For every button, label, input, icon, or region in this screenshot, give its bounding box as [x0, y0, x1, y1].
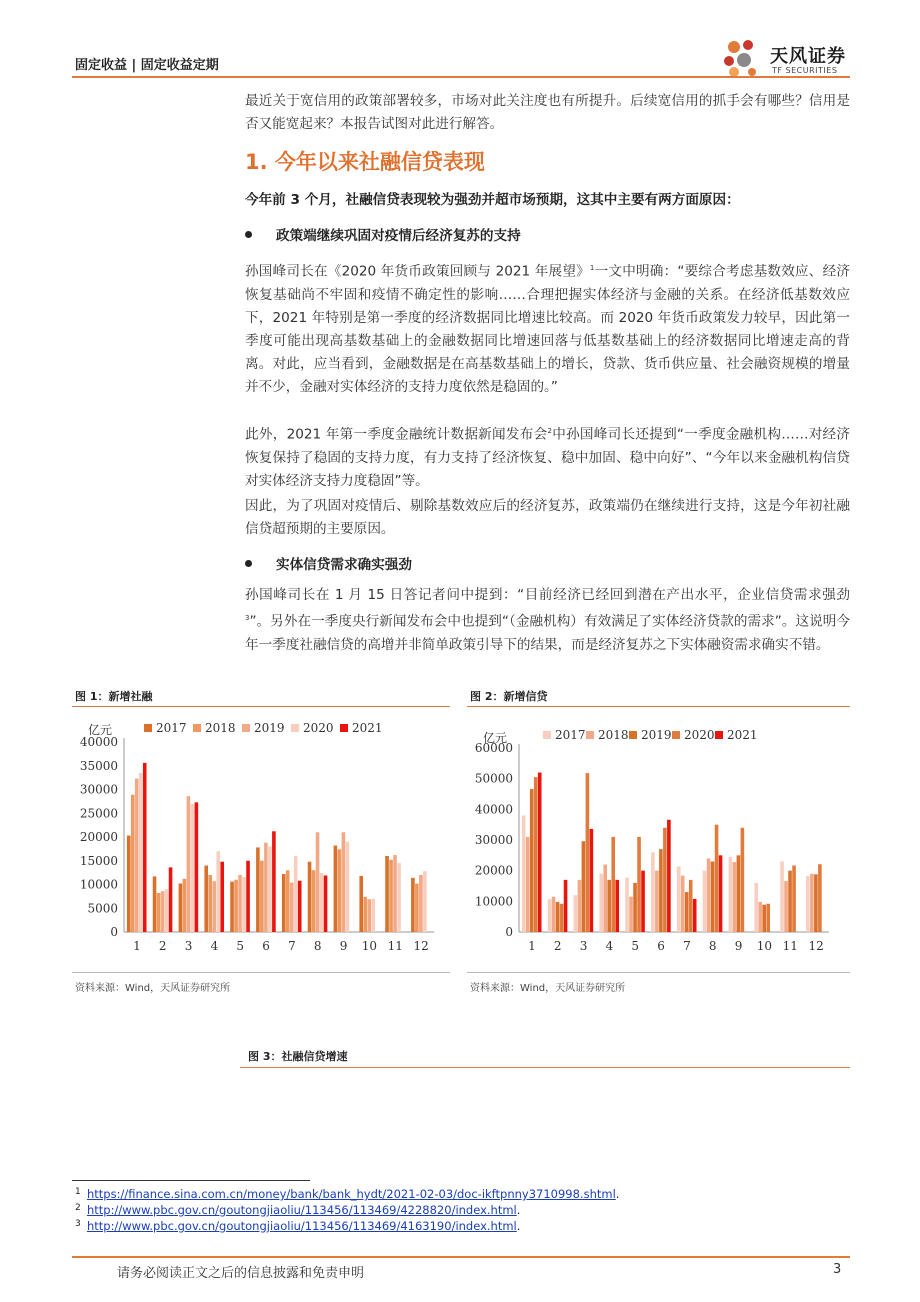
- y-tick-label: 20000: [474, 863, 513, 878]
- intro-paragraph: 最近关于宽信用的政策部署较多，市场对此关注度也有所提升。后续宽信用的抓手会有哪些？信用是否又能宽起来？本报告试图对此进行解答。: [245, 93, 850, 132]
- bar-2020-m9: [346, 842, 350, 932]
- bar-2021-m5: [641, 871, 645, 932]
- bar-2019-m12: [814, 874, 818, 932]
- bar-2017-m4: [204, 866, 208, 933]
- bar-2017-m11: [385, 856, 389, 932]
- footnote-2-number: 2: [75, 1203, 81, 1213]
- bar-2018-m6: [655, 871, 659, 932]
- y-tick-label: 40000: [79, 735, 118, 749]
- paragraph-4-part-a: 孙国峰司长在 1 月 15 日答记者问中提到：“目前经济已经回到潜在产出水平，企业信贷需求强劲: [245, 587, 850, 603]
- bar-2019-m5: [633, 883, 637, 932]
- chart-new-loans: [467, 708, 850, 970]
- bar-2018-m11: [784, 881, 788, 932]
- y-tick-label: 10000: [79, 877, 118, 892]
- x-tick-label: 10: [361, 939, 378, 953]
- footnote-1-number: 1: [75, 1187, 81, 1197]
- paragraph-2-part-a: 此外，2021 年第一季度金融统计数据新闻发布会: [245, 426, 548, 443]
- bullet-dot: [245, 231, 252, 238]
- section-lead: 今年前 3 个月，社融信贷表现较为强劲并超市场预期，这其中主要有两方面原因：: [245, 192, 740, 208]
- x-tick-label: 12: [808, 939, 824, 953]
- bar-2021-m4: [220, 862, 224, 932]
- legend-swatch-2018: [586, 731, 594, 739]
- bar-2021-m7: [693, 899, 697, 932]
- y-tick-label: 25000: [79, 806, 118, 821]
- figure-2-bottom-rule: [467, 972, 850, 973]
- figure-1-source: 资料来源：Wind，天风证券研究所: [75, 983, 231, 994]
- x-tick-label: 1: [528, 939, 536, 953]
- bar-2019-m3: [582, 841, 586, 932]
- bar-2021-m4: [615, 880, 619, 932]
- paragraph-2: [245, 420, 850, 493]
- bar-2019-m10: [367, 899, 371, 932]
- bar-2017-m6: [256, 847, 260, 932]
- section-title: 1. 今年以来社融信贷表现: [245, 150, 485, 174]
- legend-swatch-2019: [242, 724, 250, 732]
- logo-text-cn: 天风证券: [770, 46, 846, 67]
- chart-new-social-financing: [72, 708, 450, 970]
- x-tick-label: 5: [236, 939, 245, 953]
- bar-2020-m5: [242, 877, 246, 932]
- paragraph-4-part-b: ”。另外在一季度央行新闻发布会中也提到“（金融机构）有效满足了实体经济贷款的需求”。这说明今年一季度社融信贷的高增并非简单政策引导下的结果，而是经济复苏之下实体融资需求确实不错。: [245, 613, 850, 653]
- bar-2020-m9: [741, 828, 745, 932]
- bar-2019-m3: [187, 796, 191, 932]
- figure-2-title: 图 2：新增信贷: [470, 690, 548, 703]
- footnote-2: 2 http://www.pbc.gov.cn/goutongjiaoliu/113456/113469/4228820/index.html.: [75, 1203, 521, 1217]
- bar-2019-m4: [212, 881, 216, 932]
- y-tick-label: 30000: [79, 782, 118, 797]
- bar-2018-m4: [208, 875, 212, 932]
- bar-2021-m8: [324, 875, 328, 932]
- paragraph-2-part-b: 中孙国峰司长还提到“一季度金融机构……对经济恢复保持了稳固的支持力度，有力支持了经济恢复、稳中加固、稳中向好”、“今年以来金融机构信贷对实体经济支持力度稳固”等。: [245, 426, 851, 489]
- bar-2019-m6: [659, 849, 663, 932]
- bar-2018-m2: [552, 897, 556, 932]
- bar-2017-m11: [780, 861, 784, 932]
- bar-2019-m1: [135, 779, 139, 932]
- footnote-1-link[interactable]: https://finance.sina.com.cn/money/bank/bank_hydt/2021-02-03/doc-ikftpnny3710998.shtml: [87, 1187, 616, 1201]
- bar-2017-m2: [548, 899, 552, 932]
- bar-2021-m6: [667, 820, 671, 932]
- bar-2018-m12: [810, 874, 814, 932]
- x-tick-label: 3: [579, 939, 588, 953]
- legend-swatch-2021: [715, 731, 723, 739]
- x-tick-label: 4: [210, 939, 219, 953]
- bar-2020-m1: [139, 773, 143, 932]
- bar-2019-m8: [711, 861, 715, 932]
- bar-2018-m7: [286, 870, 290, 932]
- bar-2019-m4: [607, 880, 611, 932]
- bar-2020-m11: [792, 865, 796, 932]
- bar-2017-m5: [625, 878, 629, 932]
- header-section-label: 固定收益 | 固定收益定期: [75, 58, 219, 73]
- bullet-policy-text: 政策端继续巩固对疫情后经济复苏的支持: [276, 228, 521, 244]
- y-axis-unit: 亿元: [483, 731, 508, 745]
- legend-label-2021: 2021: [727, 728, 758, 742]
- bar-2018-m8: [312, 870, 316, 932]
- bar-2019-m2: [161, 891, 165, 932]
- bar-2018-m9: [733, 862, 737, 932]
- footnote-3-number: 3: [75, 1219, 81, 1229]
- bar-2020-m2: [165, 889, 169, 932]
- bar-2020-m3: [586, 773, 590, 932]
- paragraph-1-part-b: 一文中明确：“要综合考虑基数效应、经济恢复基础尚不牢固和疫情不确定性的影响……合理把握实体经济与金融的关系。在经济低基数效应下，2021 年特别是第一季度的经济数据同比增速比较高。而 2020 年货币政策发力较早，因此第一季度可能出现高基数基础上的金融数据同比增速回落与低基数基础上的经济数据同比增速走高的背离。对此，应当看到，金融数据是在高基数基础上的增长，贷款、货币供应量、社会融资规模的增量并不少，金融对实体经济的支持力度依然是稳固的。”: [245, 263, 850, 395]
- bar-2018-m5: [629, 897, 633, 932]
- bar-2018-m10: [363, 897, 367, 932]
- bar-2017-m7: [677, 866, 681, 932]
- bar-2017-m8: [703, 871, 707, 932]
- x-tick-label: 8: [313, 939, 322, 953]
- bar-2020-m8: [715, 825, 719, 932]
- legend-label-2019: 2019: [254, 721, 285, 735]
- bar-2018-m12: [415, 884, 419, 932]
- bar-2017-m10: [359, 876, 363, 932]
- bar-2017-m12: [806, 876, 810, 932]
- y-tick-label: 15000: [79, 853, 118, 868]
- y-tick-label: 0: [505, 925, 513, 939]
- legend-swatch-2020: [291, 724, 299, 732]
- figure-2-top-rule: [467, 706, 850, 707]
- paragraph-1-part-a: 孙国峰司长在《2020 年货币政策回顾与 2021 年展望》: [245, 263, 590, 280]
- bar-2017-m9: [334, 846, 338, 932]
- bar-2017-m10: [754, 883, 758, 932]
- bar-2017-m6: [651, 852, 655, 932]
- bar-2021-m1: [143, 763, 147, 932]
- bar-2018-m8: [707, 858, 711, 932]
- x-tick-label: 12: [413, 939, 429, 953]
- bar-2017-m5: [230, 882, 234, 932]
- bar-2020-m6: [663, 828, 667, 932]
- bar-2020-m2: [560, 904, 564, 932]
- legend-label-2020: 2020: [684, 728, 715, 742]
- footnote-3: 3 http://www.pbc.gov.cn/goutongjiaoliu/113456/113469/4163190/index.html.: [75, 1219, 521, 1233]
- x-tick-label: 8: [708, 939, 717, 953]
- y-tick-label: 0: [110, 925, 118, 939]
- bar-2020-m11: [397, 863, 401, 932]
- y-tick-label: 5000: [87, 901, 118, 916]
- figure-1-title: 图 1：新增社融: [75, 690, 153, 703]
- bar-2019-m2: [556, 902, 560, 932]
- legend-swatch-2017: [144, 724, 152, 732]
- x-tick-label: 5: [631, 939, 640, 953]
- legend-swatch-2019: [629, 731, 637, 739]
- footnote-2-link[interactable]: http://www.pbc.gov.cn/goutongjiaoliu/113456/113469/4228820/index.html: [87, 1203, 517, 1217]
- footer-rule: [72, 1256, 850, 1258]
- bullet-demand-text: 实体信贷需求确实强劲: [276, 557, 412, 573]
- header-rule: [72, 76, 850, 78]
- bar-2018-m2: [157, 893, 161, 932]
- x-tick-label: 9: [339, 939, 348, 953]
- bar-2018-m9: [338, 849, 342, 932]
- bar-2017-m7: [282, 874, 286, 932]
- y-axis-unit: 亿元: [88, 723, 113, 737]
- bar-2021-m1: [538, 773, 542, 932]
- figure-1-bottom-rule: [72, 972, 450, 973]
- bar-2017-m1: [522, 815, 526, 932]
- bar-2017-m3: [574, 895, 578, 932]
- bar-2019-m12: [419, 875, 423, 932]
- bar-2020-m5: [637, 837, 641, 932]
- bar-2018-m1: [131, 795, 135, 932]
- x-tick-label: 3: [184, 939, 193, 953]
- footnote-ref-3[interactable]: 3: [245, 614, 250, 622]
- legend-swatch-2018: [193, 724, 201, 732]
- bar-2019-m10: [762, 905, 766, 932]
- bar-2018-m11: [389, 860, 393, 932]
- paragraph-4: [245, 584, 850, 657]
- bullet-demand: [245, 553, 412, 573]
- footer-disclaimer: 请务必阅读正文之后的信息披露和免责申明: [117, 1266, 365, 1281]
- bar-2018-m3: [578, 880, 582, 932]
- bar-2019-m7: [290, 883, 294, 932]
- bar-2021-m5: [246, 861, 250, 932]
- x-tick-label: 9: [734, 939, 743, 953]
- bar-2020-m8: [320, 873, 324, 932]
- figure-2-source: 资料来源：Wind，天风证券研究所: [470, 983, 626, 994]
- y-tick-label: 30000: [474, 833, 513, 847]
- footnote-3-link[interactable]: http://www.pbc.gov.cn/goutongjiaoliu/113456/113469/4163190/index.html: [87, 1219, 517, 1233]
- x-tick-label: 10: [756, 939, 773, 953]
- bar-2018-m6: [260, 861, 264, 932]
- x-tick-label: 7: [288, 939, 296, 953]
- bar-2018-m7: [681, 876, 685, 932]
- bar-2021-m3: [590, 829, 594, 932]
- bar-2020-m1: [534, 777, 538, 932]
- bar-2021-m8: [719, 855, 723, 932]
- legend-label-2018: 2018: [598, 728, 629, 742]
- footnote-ref-2[interactable]: 2: [547, 427, 552, 435]
- bar-2017-m2: [153, 876, 157, 932]
- bar-2021-m2: [169, 867, 173, 932]
- bar-2021-m2: [564, 880, 568, 932]
- bar-2020-m12: [818, 864, 822, 932]
- bar-2019-m8: [316, 832, 320, 932]
- bar-2020-m3: [191, 804, 195, 932]
- x-tick-label: 1: [133, 939, 141, 953]
- footnote-rule: [72, 1180, 310, 1181]
- y-tick-label: 35000: [79, 758, 118, 773]
- bar-2019-m6: [264, 843, 268, 932]
- bar-2018-m4: [603, 865, 607, 932]
- bar-2019-m9: [342, 832, 346, 932]
- bar-2020-m6: [268, 847, 272, 933]
- bar-2019-m7: [685, 892, 689, 932]
- figure-1-top-rule: [72, 706, 450, 707]
- x-tick-label: 11: [782, 939, 798, 953]
- x-tick-label: 7: [683, 939, 691, 953]
- bar-2020-m10: [766, 904, 770, 932]
- x-tick-label: 11: [387, 939, 403, 953]
- bar-2017-m8: [308, 862, 312, 932]
- paragraph-1: [245, 257, 850, 399]
- bar-2019-m1: [530, 789, 534, 932]
- y-tick-label: 10000: [474, 894, 513, 909]
- bar-2019-m11: [393, 855, 397, 932]
- bar-2020-m10: [371, 899, 375, 932]
- footnote-1: 1 https://finance.sina.com.cn/money/bank/bank_hydt/2021-02-03/doc-ikftpnny3710998.shtml.: [75, 1187, 620, 1201]
- paragraph-3: 因此，为了巩固对疫情后、剔除基数效应后的经济复苏，政策端仍在继续进行支持，这是今年初社融信贷超预期的主要原因。: [245, 498, 850, 537]
- bar-2020-m4: [611, 837, 615, 932]
- legend-label-2017: 2017: [156, 721, 187, 735]
- footnote-ref-1[interactable]: 1: [589, 264, 595, 272]
- bar-2017-m12: [411, 878, 415, 932]
- bar-2020-m7: [689, 880, 693, 932]
- bar-2017-m1: [127, 836, 131, 932]
- legend-label-2021: 2021: [352, 721, 383, 735]
- bar-2021-m3: [195, 802, 199, 932]
- y-tick-label: 20000: [79, 830, 118, 844]
- legend-label-2018: 2018: [205, 721, 236, 735]
- x-tick-label: 6: [262, 939, 270, 953]
- bullet-dot: [245, 560, 252, 567]
- bar-2018-m1: [526, 837, 530, 932]
- y-tick-label: 60000: [474, 741, 513, 755]
- bar-2017-m3: [179, 884, 183, 932]
- bar-2018-m3: [183, 879, 187, 932]
- bar-2021-m7: [298, 881, 302, 932]
- bar-2018-m10: [758, 902, 762, 932]
- figure-3-title: 图 3：社融信贷增速: [248, 1050, 348, 1063]
- legend-swatch-2021: [340, 724, 348, 732]
- bar-2019-m9: [737, 855, 741, 932]
- figure-3-top-rule: [240, 1067, 850, 1068]
- legend-label-2019: 2019: [641, 728, 672, 742]
- bar-2019-m5: [238, 875, 242, 932]
- bar-2020-m12: [423, 871, 427, 932]
- x-tick-label: 2: [158, 939, 167, 953]
- bar-2020-m4: [216, 851, 220, 932]
- bar-2021-m6: [272, 831, 276, 932]
- bar-2017-m9: [729, 857, 733, 932]
- legend-swatch-2017: [543, 731, 551, 739]
- bar-2020-m7: [294, 856, 298, 932]
- bar-2018-m5: [234, 880, 238, 932]
- y-tick-label: 40000: [474, 802, 513, 817]
- x-tick-label: 4: [605, 939, 614, 953]
- logo-text-en: TF SECURITIES: [772, 66, 838, 75]
- y-tick-label: 50000: [474, 771, 513, 786]
- x-tick-label: 2: [553, 939, 562, 953]
- page-number: 3: [833, 1262, 842, 1277]
- bar-2017-m4: [599, 874, 603, 932]
- legend-label-2020: 2020: [303, 721, 334, 735]
- bar-2019-m11: [788, 871, 792, 932]
- x-tick-label: 6: [657, 939, 665, 953]
- legend-label-2017: 2017: [555, 728, 586, 742]
- bullet-policy: [245, 224, 521, 244]
- legend-swatch-2020: [672, 731, 680, 739]
